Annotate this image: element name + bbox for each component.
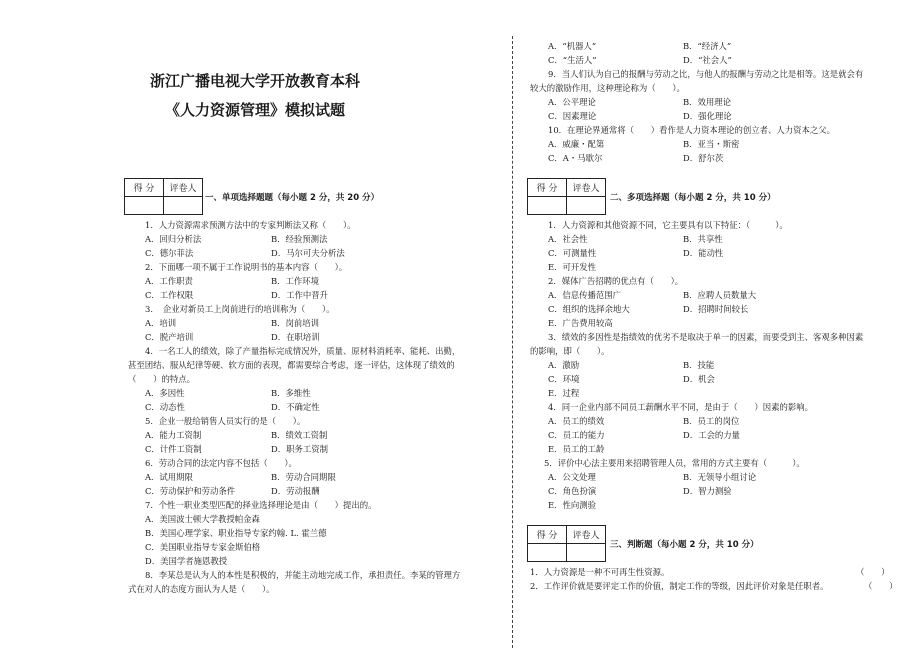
q4-option-b: B．多维性	[271, 388, 311, 398]
q1-option-b: B．经验预测法	[271, 234, 328, 244]
m3-option-b: B．技能	[683, 360, 715, 370]
score-label: 得 分	[125, 179, 164, 197]
m5-option-c: C．角色扮演	[548, 486, 597, 496]
q9-option-b: B．效用理论	[683, 97, 732, 107]
section-judgement-title: 三、判断题（每小题 2 分，共 10 分）	[610, 540, 759, 550]
multi-question-3-line-2: 的影响，即（ ）。	[530, 346, 610, 356]
multi-question-1: 1．人力资源和其他资源不同，它主要具有以下特征：（ ）。	[548, 220, 788, 230]
m4-option-e: E．员工的工龄	[548, 444, 605, 454]
q2-option-c: C．工作权限	[145, 290, 194, 300]
m2-option-b: B．应聘人员数量大	[683, 290, 757, 300]
q9-option-d: D．强化理论	[683, 111, 732, 121]
judge-question-1: 1．人力资源是一种不可再生性资源。	[530, 567, 670, 577]
m5-option-e: E．性向测验	[548, 500, 596, 510]
exam-course-title: 《人力资源管理》模拟试题	[164, 101, 345, 119]
m4-option-d: D．工会的力量	[683, 430, 740, 440]
q4-option-a: A．多因性	[145, 388, 185, 398]
q6-option-d: D．劳动报酬	[271, 486, 320, 496]
score-cell	[528, 544, 567, 562]
m5-option-b: B．无领导小组讨论	[683, 472, 757, 482]
judge-2-answer-blank: （ ）	[864, 581, 898, 591]
multi-question-5: 5．评价中心法主要用来招聘管理人员，常用的方式主要有（ ）。	[544, 458, 805, 468]
grader-label: 评卷人	[567, 179, 606, 197]
m1-option-a: A．社会性	[548, 234, 588, 244]
m1-option-d: D．能动性	[683, 248, 724, 258]
q6-option-b: B．劳动合同期限	[271, 472, 336, 482]
q6-option-c: C．劳动保护和劳动条件	[145, 486, 236, 496]
multi-question-4: 4．同一企业内部不同员工薪酬水平不同，是由于（ ）因素的影响。	[548, 402, 813, 412]
score-cell	[125, 197, 164, 215]
section-multi-choice-title: 二、多项选择题（每小题 2 分，共 10 分）	[610, 193, 776, 203]
q3-option-d: D．在职培训	[271, 332, 320, 342]
q10-option-b: B．亚当・斯密	[683, 139, 740, 149]
m1-option-c: C．可测量性	[548, 248, 597, 258]
q2-option-a: A．工作职责	[145, 276, 193, 286]
q5-option-a: A．能力工资制	[145, 430, 202, 440]
m2-option-d: D．招聘时间较长	[683, 304, 749, 314]
m4-option-b: B．员工的岗位	[683, 416, 740, 426]
m3-option-d: D．机会	[683, 374, 715, 384]
q5-option-c: C．计件工资制	[145, 444, 202, 454]
question-5: 5．企业一般给销售人员实行的是（ ）。	[145, 416, 306, 426]
q3-option-a: A．培训	[145, 318, 177, 328]
question-2: 2．下面哪一项不属于工作说明书的基本内容（ ）。	[145, 262, 348, 272]
q1-option-a: A．回归分析法	[145, 234, 202, 244]
question-4-line-2: 甚至团结、服从纪律等硬、软方面的表现，都需要综合考虑，逐一评估，这体现了绩效的	[128, 360, 455, 370]
m2-option-c: C．组织的选择余地大	[548, 304, 630, 314]
m3-option-c: C．环境	[548, 374, 580, 384]
question-7: 7．个性一职业类型匹配的择业选择理论是由（ ）提出的。	[145, 500, 377, 510]
multi-question-3-line-1: 3．绩效的多因性是指绩效的优劣不是取决于单一的因素，而要受到主、客观多种因素	[548, 332, 864, 342]
m2-option-e: E．广告费用较高	[548, 318, 613, 328]
section-single-choice-title: 一、单项选择题题（每小题 2 分，共 20 分）	[205, 193, 380, 203]
m3-option-a: A．激励	[548, 360, 580, 370]
question-4-line-1: 4．一名工人的绩效，除了产量指标完成情况外，质量、原材料消耗率、能耗、出勤，	[145, 346, 461, 356]
m3-option-e: E．过程	[548, 388, 580, 398]
q7-option-b: B．美国心理学家、职业指导专家约翰. L. 霍兰德	[145, 528, 327, 538]
q10-option-c: C．A・马歇尔	[548, 153, 603, 163]
m4-option-a: A．员工的绩效	[548, 416, 605, 426]
q8-option-b: B．“经济人”	[683, 41, 732, 51]
question-9-line-2: 较大的激励作用，这种理论称为（ ）。	[530, 83, 685, 93]
score-cell	[528, 197, 567, 215]
grader-label: 评卷人	[164, 179, 203, 197]
q7-option-a: A．美国波士顿大学教授帕金森	[145, 514, 260, 524]
question-6: 6．劳动合同的法定内容不包括（ ）。	[145, 458, 297, 468]
m4-option-c: C．员工的能力	[548, 430, 605, 440]
grader-cell	[164, 197, 203, 215]
question-9-line-1: 9．当人们认为自己的报酬与劳动之比，与他人的报酬与劳动之比是相等。这是就会有	[548, 69, 864, 79]
question-3: 3． 企业对新员工上岗前进行的培训称为（ ）。	[145, 304, 335, 314]
q2-option-b: B．工作环境	[271, 276, 320, 286]
q4-option-d: D．不确定性	[271, 402, 320, 412]
judge-1-answer-blank: （ ）	[856, 567, 890, 577]
question-8-line-1: 8．李某总是认为人的本性是积极的，并能主动地完成工作，承担责任。李某的管理方	[145, 570, 461, 580]
q7-option-c: C．美国职业指导专家金斯伯格	[145, 542, 261, 552]
m1-option-b: B．共享性	[683, 234, 723, 244]
score-box-single	[124, 178, 203, 215]
right-column	[510, 0, 920, 650]
question-4-line-3: （ ）的特点。	[128, 374, 195, 384]
score-label: 得 分	[528, 526, 567, 544]
question-10: 10．在理论界通常将（ ）看作是人力资本理论的创立者、人力资本之父。	[548, 125, 836, 135]
q5-option-d: D．职务工资制	[271, 444, 328, 454]
question-8-line-2: 式在对人的态度方面认为人是（ ）。	[128, 584, 275, 594]
q2-option-d: D．工作中晋升	[271, 290, 328, 300]
grader-cell	[567, 544, 606, 562]
q1-option-d: D．马尔可夫分析法	[271, 248, 345, 258]
q6-option-a: A．试用期限	[145, 472, 193, 482]
q8-option-d: D．“社会人”	[683, 55, 732, 65]
q3-option-b: B．岗前培训	[271, 318, 320, 328]
multi-question-2: 2．媒体广告招聘的优点有（ ）。	[548, 276, 684, 286]
m1-option-e: E．可开发性	[548, 262, 596, 272]
q1-option-c: C．德尔菲法	[145, 248, 194, 258]
q8-option-a: A．“机器人”	[548, 41, 597, 51]
m5-option-a: A．公文处理	[548, 472, 596, 482]
q9-option-c: C．因素理论	[548, 111, 597, 121]
m2-option-a: A．信息传播范围广	[548, 290, 622, 300]
grader-cell	[567, 197, 606, 215]
q4-option-c: C．动态性	[145, 402, 185, 412]
q9-option-a: A．公平理论	[548, 97, 596, 107]
q10-option-a: A．威廉・配第	[548, 139, 605, 149]
q10-option-d: D．舒尔茨	[683, 153, 724, 163]
score-box-judge	[527, 525, 606, 562]
exam-school-title: 浙江广播电视大学开放教育本科	[149, 72, 360, 90]
grader-label: 评卷人	[567, 526, 606, 544]
q8-option-c: C．“生活人”	[548, 55, 597, 65]
judge-question-2: 2．工作评价就是要评定工作的价值，制定工作的等级，因此评价对象是任职者。	[530, 581, 829, 591]
question-1: 1．人力资源需求预测方法中的专家判断法又称（ ）。	[145, 220, 356, 230]
score-box-multi	[527, 178, 606, 215]
m5-option-d: D．智力测验	[683, 486, 732, 496]
q3-option-c: C．脱产培训	[145, 332, 194, 342]
q5-option-b: B．绩效工资制	[271, 430, 328, 440]
score-label: 得 分	[528, 179, 567, 197]
q7-option-d: D．美国学者施恩教授	[145, 556, 228, 566]
